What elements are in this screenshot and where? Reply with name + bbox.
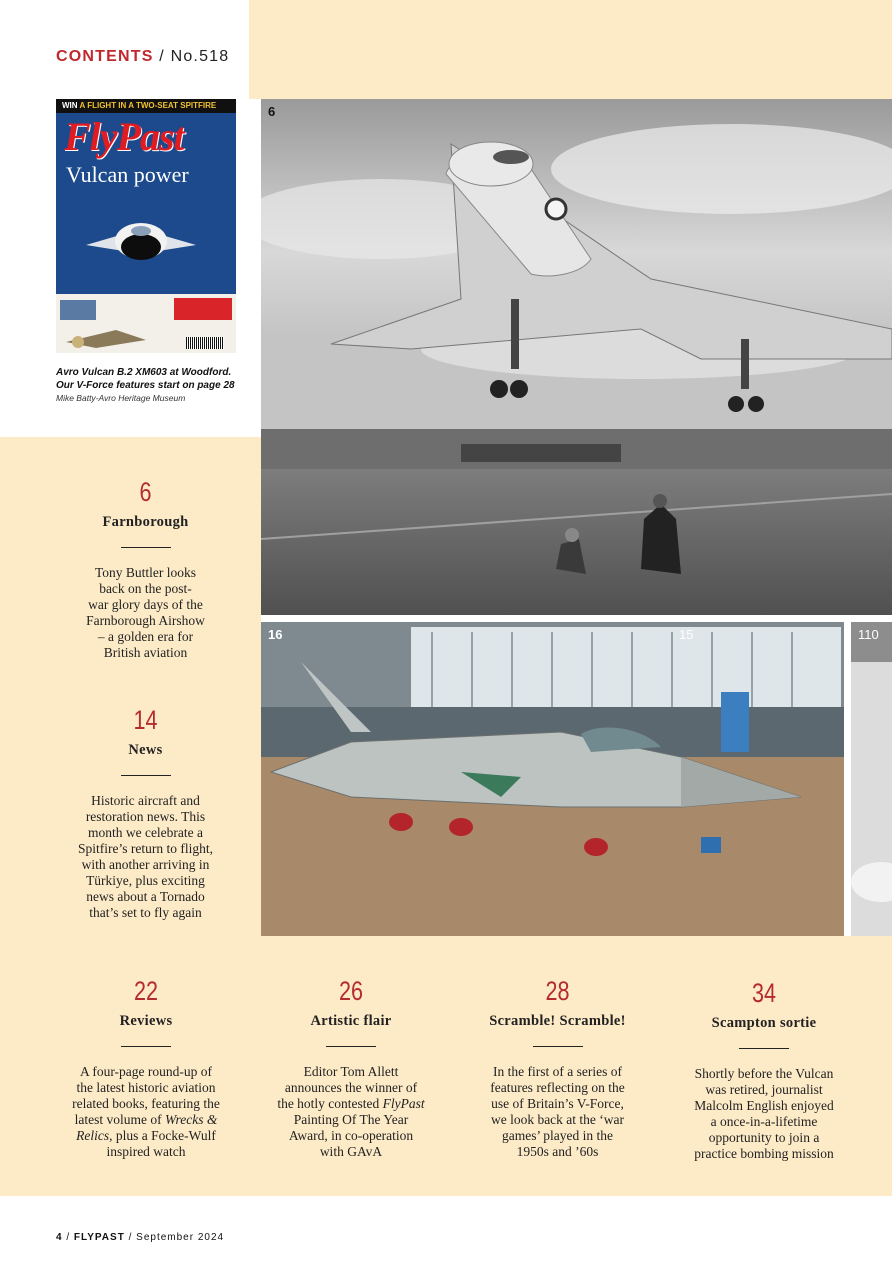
entry-divider xyxy=(533,1046,583,1047)
entry-farnborough[interactable] xyxy=(63,477,228,661)
entry-page-number: 26 xyxy=(338,976,364,1006)
cover-headline: Vulcan power xyxy=(66,162,189,187)
entry-title: Artistic flair xyxy=(310,1013,392,1029)
footer-page-number: 4 xyxy=(56,1232,63,1243)
page-footer: 4 / FLYPAST / September 2024 xyxy=(56,1232,225,1243)
entry-page-number: 28 xyxy=(545,976,570,1006)
entry-description: A four-page round-up of the latest historic aviation related books, featuring the latest volume of Wrecks & Relics, plus a Focke-Wulf inspired watch xyxy=(72,1064,220,1159)
caption-credit: Mike Batty-Avro Heritage Museum xyxy=(56,393,186,403)
entry-scramble[interactable] xyxy=(470,976,645,1160)
tornado-photo-image xyxy=(261,622,844,936)
issue-number: No.518 xyxy=(170,48,230,65)
entry-page-number: 14 xyxy=(133,705,158,735)
cover-banner xyxy=(56,99,236,113)
photo-page-number: 110 xyxy=(858,627,879,642)
footer-magazine: FLYPAST xyxy=(73,1232,125,1243)
entry-description: Editor Tom Allett announces the winner of the hotly contested FlyPast Painting Of The Year Award, in co-operation with GAvA xyxy=(277,1064,425,1159)
entry-divider xyxy=(326,1046,376,1047)
entry-divider xyxy=(121,775,171,776)
photo-tornado-hangar[interactable] xyxy=(261,622,844,936)
contents-label: CONTENTS xyxy=(56,48,154,65)
caption-line-2: Our V-Force features start on page 28 xyxy=(56,380,235,391)
entry-title: Farnborough xyxy=(102,514,189,530)
cream-top-band xyxy=(249,0,892,99)
entry-description: Historic aircraft and restoration news. This month we celebrate a Spitfire’s return to flight, with another arriving in Türkiye, plus exciting news about a Tornado that’s set to fly again xyxy=(78,793,213,920)
entry-description: Shortly before the Vulcan was retired, journalist Malcolm English enjoyed a once-in-a-lifetime opportunity to join a practice bombing mission xyxy=(694,1066,834,1161)
entry-reviews[interactable] xyxy=(55,976,237,1160)
caption-line-1: Avro Vulcan B.2 XM603 at Woodford. xyxy=(56,367,232,378)
entry-title: News xyxy=(128,742,163,758)
cover-vulcan-image xyxy=(86,211,196,271)
entry-divider xyxy=(739,1048,789,1049)
cover-banner-prefix: WIN xyxy=(62,101,78,110)
entry-title: Reviews xyxy=(119,1013,173,1029)
photo-page-number-secondary: 15 xyxy=(679,627,694,642)
cover-barcode xyxy=(186,337,224,349)
entry-news[interactable] xyxy=(63,705,228,921)
entry-page-number: 6 xyxy=(139,477,152,507)
photo-right-partial[interactable] xyxy=(851,622,892,936)
entry-divider xyxy=(121,1046,171,1047)
footer-date: September 2024 xyxy=(136,1232,225,1243)
entry-description: In the first of a series of features reflecting on the use of Britain’s V-Force, we look back at the ‘war games’ played in the 1950s and ’60s xyxy=(490,1064,625,1159)
contents-separator: / xyxy=(159,48,165,65)
magazine-cover[interactable] xyxy=(56,99,236,353)
cover-banner-highlight: A FLIGHT IN A TWO-SEAT SPITFIRE xyxy=(79,101,217,110)
entry-artistic-flair[interactable] xyxy=(262,976,440,1160)
entry-page-number: 22 xyxy=(133,976,159,1006)
entry-title: Scampton sortie xyxy=(711,1015,817,1031)
photo-page-number: 6 xyxy=(268,104,276,119)
entry-page-number: 34 xyxy=(751,978,777,1008)
entry-divider xyxy=(121,547,171,548)
entry-title: Scramble! Scramble! xyxy=(489,1013,626,1029)
cover-logo: FlyPast xyxy=(64,114,184,159)
right-photo-image xyxy=(851,622,892,936)
photo-page-number: 16 xyxy=(268,627,283,642)
photo-vulcan-farnborough[interactable] xyxy=(261,99,892,615)
cover-caption xyxy=(56,366,241,405)
contents-heading xyxy=(56,48,229,66)
vulcan-photo-image xyxy=(261,99,892,615)
entry-scampton-sortie[interactable] xyxy=(675,978,853,1162)
entry-description: Tony Buttler looks back on the post- war glory days of the Farnborough Airshow – a golden era for British aviation xyxy=(86,565,205,660)
